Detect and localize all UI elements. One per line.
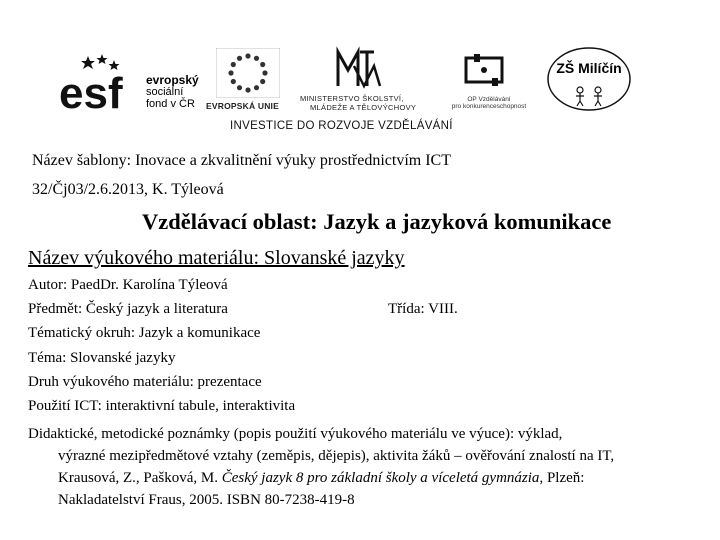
op-logo bbox=[444, 48, 534, 114]
didactic-notes bbox=[28, 423, 700, 511]
school-emblem-icon bbox=[546, 46, 632, 112]
school-logo bbox=[540, 46, 638, 116]
notes-line2: výrazné mezipředmětové vztahy (zeměpis, dějepis), aktivita žáků – ověřování znalostí na IT, bbox=[58, 448, 615, 464]
eu-label: EVROPSKÁ UNIE bbox=[206, 101, 279, 111]
notes-authors: Krausová, Z., Pašková, M. bbox=[58, 470, 222, 486]
esf-logo bbox=[58, 50, 208, 112]
template-name: Název šablony: Inovace a zkvalitnění výuky prostřednictvím ICT bbox=[32, 152, 451, 169]
info-trida: Třída: VIII. bbox=[388, 301, 458, 317]
msmt-label bbox=[300, 94, 450, 112]
eu-logo bbox=[206, 48, 298, 112]
notes-line4: Nakladatelství Fraus, 2005. ISBN 80-7238-419-8 bbox=[58, 492, 355, 508]
info-okruh: Tématický okruh: Jazyk a komunikace bbox=[28, 325, 261, 341]
notes-book-title: Český jazyk 8 pro základní školy a víceletá gymnázia bbox=[221, 470, 540, 486]
msmt-mark-icon bbox=[334, 46, 384, 90]
notes-line1: Didaktické, metodické poznámky (popis použití výukového materiálu ve výuce): výklad, bbox=[28, 426, 563, 442]
msmt-label-line1: MINISTERSTVO ŠKOLSTVÍ, bbox=[300, 94, 404, 103]
material-name: Název výukového materiálu: Slovanské jazyky bbox=[28, 247, 405, 269]
op-label-line1: OP Vzdělávání bbox=[467, 96, 511, 103]
notes-place: , Plzeň: bbox=[539, 470, 585, 486]
school-label: ZŠ Milíčín bbox=[556, 60, 622, 76]
code-line: 32/Čj03/2.6.2013, K. Týleová bbox=[32, 181, 224, 198]
eu-flag-icon bbox=[216, 48, 280, 98]
esf-text-line3: fond v ČR bbox=[146, 98, 195, 110]
msmt-logo bbox=[298, 46, 448, 118]
esf-text-line2: sociální bbox=[146, 86, 184, 98]
op-label bbox=[444, 96, 534, 110]
info-autor: Autor: PaedDr. Karolína Týleová bbox=[28, 277, 228, 293]
info-druh: Druh výukového materiálu: prezentace bbox=[28, 374, 262, 390]
op-mark-icon bbox=[464, 54, 508, 88]
logo-strip bbox=[0, 0, 720, 140]
esf-mark-icon bbox=[58, 50, 138, 112]
notes-line3 bbox=[28, 467, 700, 489]
esf-text-line1: evropský bbox=[146, 73, 199, 87]
msmt-label-line2: MLÁDEŽE A TĚLOVÝCHOVY bbox=[310, 103, 417, 112]
info-ict: Použití ICT: interaktivní tabule, interaktivita bbox=[28, 398, 296, 414]
esf-text bbox=[146, 74, 199, 110]
info-predmet: Předmět: Český jazyk a literatura bbox=[28, 301, 228, 317]
investice-banner: INVESTICE DO ROZVOJE VZDĚLÁVÁNÍ bbox=[230, 120, 453, 132]
svg-text:esf: esf bbox=[59, 69, 123, 112]
area-title: Vzdělávací oblast: Jazyk a jazyková komunikace bbox=[142, 209, 612, 234]
info-tema: Téma: Slovanské jazyky bbox=[28, 350, 176, 366]
op-label-line2: pro konkurenceschopnost bbox=[451, 103, 527, 110]
